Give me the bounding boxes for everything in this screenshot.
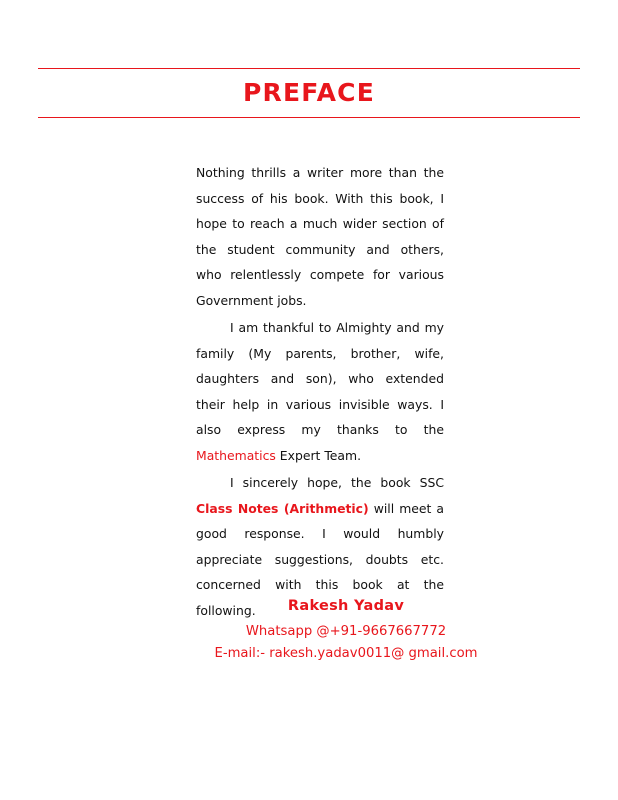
mathematics-highlight: Mathematics [196,447,276,463]
paragraph-3-text-b: will meet a good response. I would humbly appreciate suggestions, doubts etc. concerned with this book at the following. [196,500,444,618]
page-title: PREFACE [242,78,376,107]
book-title-highlight: Class Notes (Arithmetic) [196,500,369,516]
paragraph-3-text-a: I sincerely hope, the book SSC [230,475,444,490]
title-bottom-rule [38,117,580,118]
title-block [38,68,580,118]
whatsapp-contact: Whatsapp @+91-9667667772 [245,624,447,639]
signature-block [196,598,496,665]
paragraph-2-text-a: I am thankful to Almighty and my family (My parents, brother, wife, daughters and son), who extended their help in various invisible ways. I also express my thanks to the [196,320,444,437]
author-name: Rakesh Yadav [287,598,405,614]
paragraph-1: Nothing thrills a writer more than the success of his book. With this book, I hope to reach a much wider section of the student community and others, who relentlessly compete for various Government jobs. [196,165,444,308]
paragraph-2 [196,315,444,468]
paragraph-2-text-b: Expert Team. [275,447,362,463]
preface-body [196,160,444,625]
email-contact: E-mail:- rakesh.yadav0011@ gmail.com [214,646,478,661]
